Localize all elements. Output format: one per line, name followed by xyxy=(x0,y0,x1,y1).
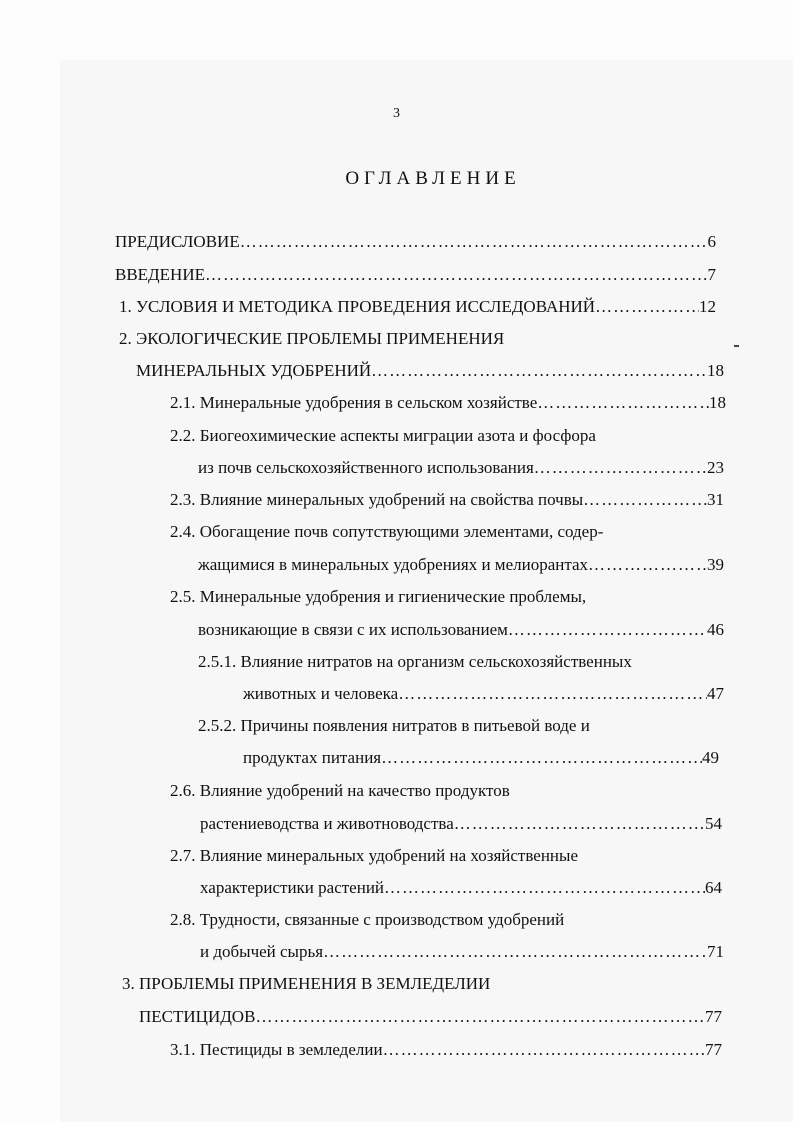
dot-leader xyxy=(255,1007,705,1027)
toc-entry-2-1 xyxy=(170,393,726,413)
toc-entry-2-3 xyxy=(170,490,724,510)
toc-entry-chapter-2-line1: 2. ЭКОЛОГИЧЕСКИЕ ПРОБЛЕМЫ ПРИМЕНЕНИЯ xyxy=(119,329,505,348)
dot-leader xyxy=(240,232,708,252)
toc-entry-page: 31 xyxy=(707,490,724,509)
toc-entry-2-5-1-line1: 2.5.1. Влияние нитратов на организм сельскохозяйственных xyxy=(198,652,632,671)
toc-entry-text: и добычей сырья xyxy=(200,942,324,961)
toc-entry-2-2-line1: 2.2. Биогеохимические аспекты миграции азота и фосфора xyxy=(170,426,596,445)
toc-entry-page: 47 xyxy=(707,684,724,703)
toc-entry-2-2 xyxy=(198,458,724,478)
toc-entry-page: 77 xyxy=(705,1007,722,1026)
toc-entry-3-1 xyxy=(170,1040,722,1060)
toc-entry-chapter-3-line1: 3. ПРОБЛЕМЫ ПРИМЕНЕНИЯ В ЗЕМЛЕДЕЛИИ xyxy=(122,974,491,993)
dot-leader xyxy=(371,361,707,381)
toc-entry-page: 23 xyxy=(707,458,724,477)
toc-entry-2-5-2-line1: 2.5.2. Причины появления нитратов в питьевой воде и xyxy=(198,716,590,735)
toc-entry-text: 2.3. Влияние минеральных удобрений на свойства почвы xyxy=(170,490,584,509)
toc-entry-intro xyxy=(115,265,716,285)
toc-entry-page: 49 xyxy=(702,748,719,767)
toc-entry-text: растениеводства и животноводства xyxy=(200,814,454,833)
toc-entry-2-6 xyxy=(200,814,722,834)
dot-leader xyxy=(588,555,707,575)
toc-entry-page: 18 xyxy=(709,393,726,412)
toc-title: ОГЛАВЛЕНИЕ xyxy=(345,168,521,189)
toc-entry-2-8 xyxy=(200,942,724,962)
toc-entry-chapter-2 xyxy=(136,361,724,381)
toc-entry-text: возникающие в связи с их использованием xyxy=(198,620,508,639)
dot-leader xyxy=(537,393,709,413)
toc-entry-text: продуктах питания xyxy=(243,748,382,767)
toc-entry-text: животных и человека xyxy=(243,684,399,703)
scan-artifact xyxy=(734,345,739,347)
dot-leader xyxy=(323,942,707,962)
toc-entry-2-7-line1: 2.7. Влияние минеральных удобрений на хозяйственные xyxy=(170,846,578,865)
dot-leader xyxy=(398,684,707,704)
toc-entry-2-6-line1: 2.6. Влияние удобрений на качество продуктов xyxy=(170,781,510,800)
page-number: 3 xyxy=(393,106,400,121)
toc-entry-text: МИНЕРАЛЬНЫХ УДОБРЕНИЙ xyxy=(136,361,372,380)
toc-entry-text: жащимися в минеральных удобрениях и мелиорантах xyxy=(198,555,589,574)
toc-entry-2-5-1 xyxy=(243,684,724,704)
toc-entry-page: 71 xyxy=(707,942,724,961)
toc-entry-page: 6 xyxy=(707,232,716,251)
toc-entry-2-8-line1: 2.8. Трудности, связанные с производством удобрений xyxy=(170,910,565,929)
dot-leader xyxy=(454,814,705,834)
toc-entry-preface xyxy=(115,232,716,252)
dot-leader xyxy=(383,1040,705,1060)
toc-entry-text: ПРЕДИСЛОВИЕ xyxy=(115,232,240,251)
toc-entry-2-4 xyxy=(198,555,724,575)
toc-entry-text: 3.1. Пестициды в земледелии xyxy=(170,1040,383,1059)
toc-entry-page: 7 xyxy=(707,265,716,284)
toc-entry-2-4-line1: 2.4. Обогащение почв сопутствующими элементами, содер- xyxy=(170,522,604,541)
toc-entry-page: 12 xyxy=(699,297,716,316)
dot-leader xyxy=(508,620,707,640)
toc-entry-page: 39 xyxy=(707,555,724,574)
toc-entry-page: 64 xyxy=(705,878,722,897)
toc-entry-2-5-2 xyxy=(243,748,719,768)
toc-entry-chapter-3 xyxy=(139,1007,722,1027)
dot-leader xyxy=(534,458,707,478)
toc-entry-text: характеристики растений xyxy=(200,878,385,897)
toc-entry-page: 46 xyxy=(707,620,724,639)
toc-entry-2-5-line1: 2.5. Минеральные удобрения и гигиенические проблемы, xyxy=(170,587,587,606)
toc-entry-chapter-1 xyxy=(119,297,716,317)
toc-entry-text: ПЕСТИЦИДОВ xyxy=(139,1007,256,1026)
toc-entry-page: 77 xyxy=(705,1040,722,1059)
dot-leader xyxy=(595,297,699,317)
dot-leader xyxy=(583,490,707,510)
toc-entry-2-5 xyxy=(198,620,724,640)
toc-entry-page: 18 xyxy=(707,361,724,380)
toc-entry-text: 1. УСЛОВИЯ И МЕТОДИКА ПРОВЕДЕНИЯ ИССЛЕДОВАНИЙ xyxy=(119,297,596,316)
toc-entry-2-7 xyxy=(200,878,722,898)
dot-leader xyxy=(384,878,705,898)
toc-entry-text: ВВЕДЕНИЕ xyxy=(115,265,205,284)
toc-entry-text: из почв сельскохозяйственного использования xyxy=(198,458,534,477)
dot-leader xyxy=(381,748,702,768)
toc-entry-page: 54 xyxy=(705,814,722,833)
toc-entry-text: 2.1. Минеральные удобрения в сельском хозяйстве xyxy=(170,393,538,412)
dot-leader xyxy=(205,265,708,285)
